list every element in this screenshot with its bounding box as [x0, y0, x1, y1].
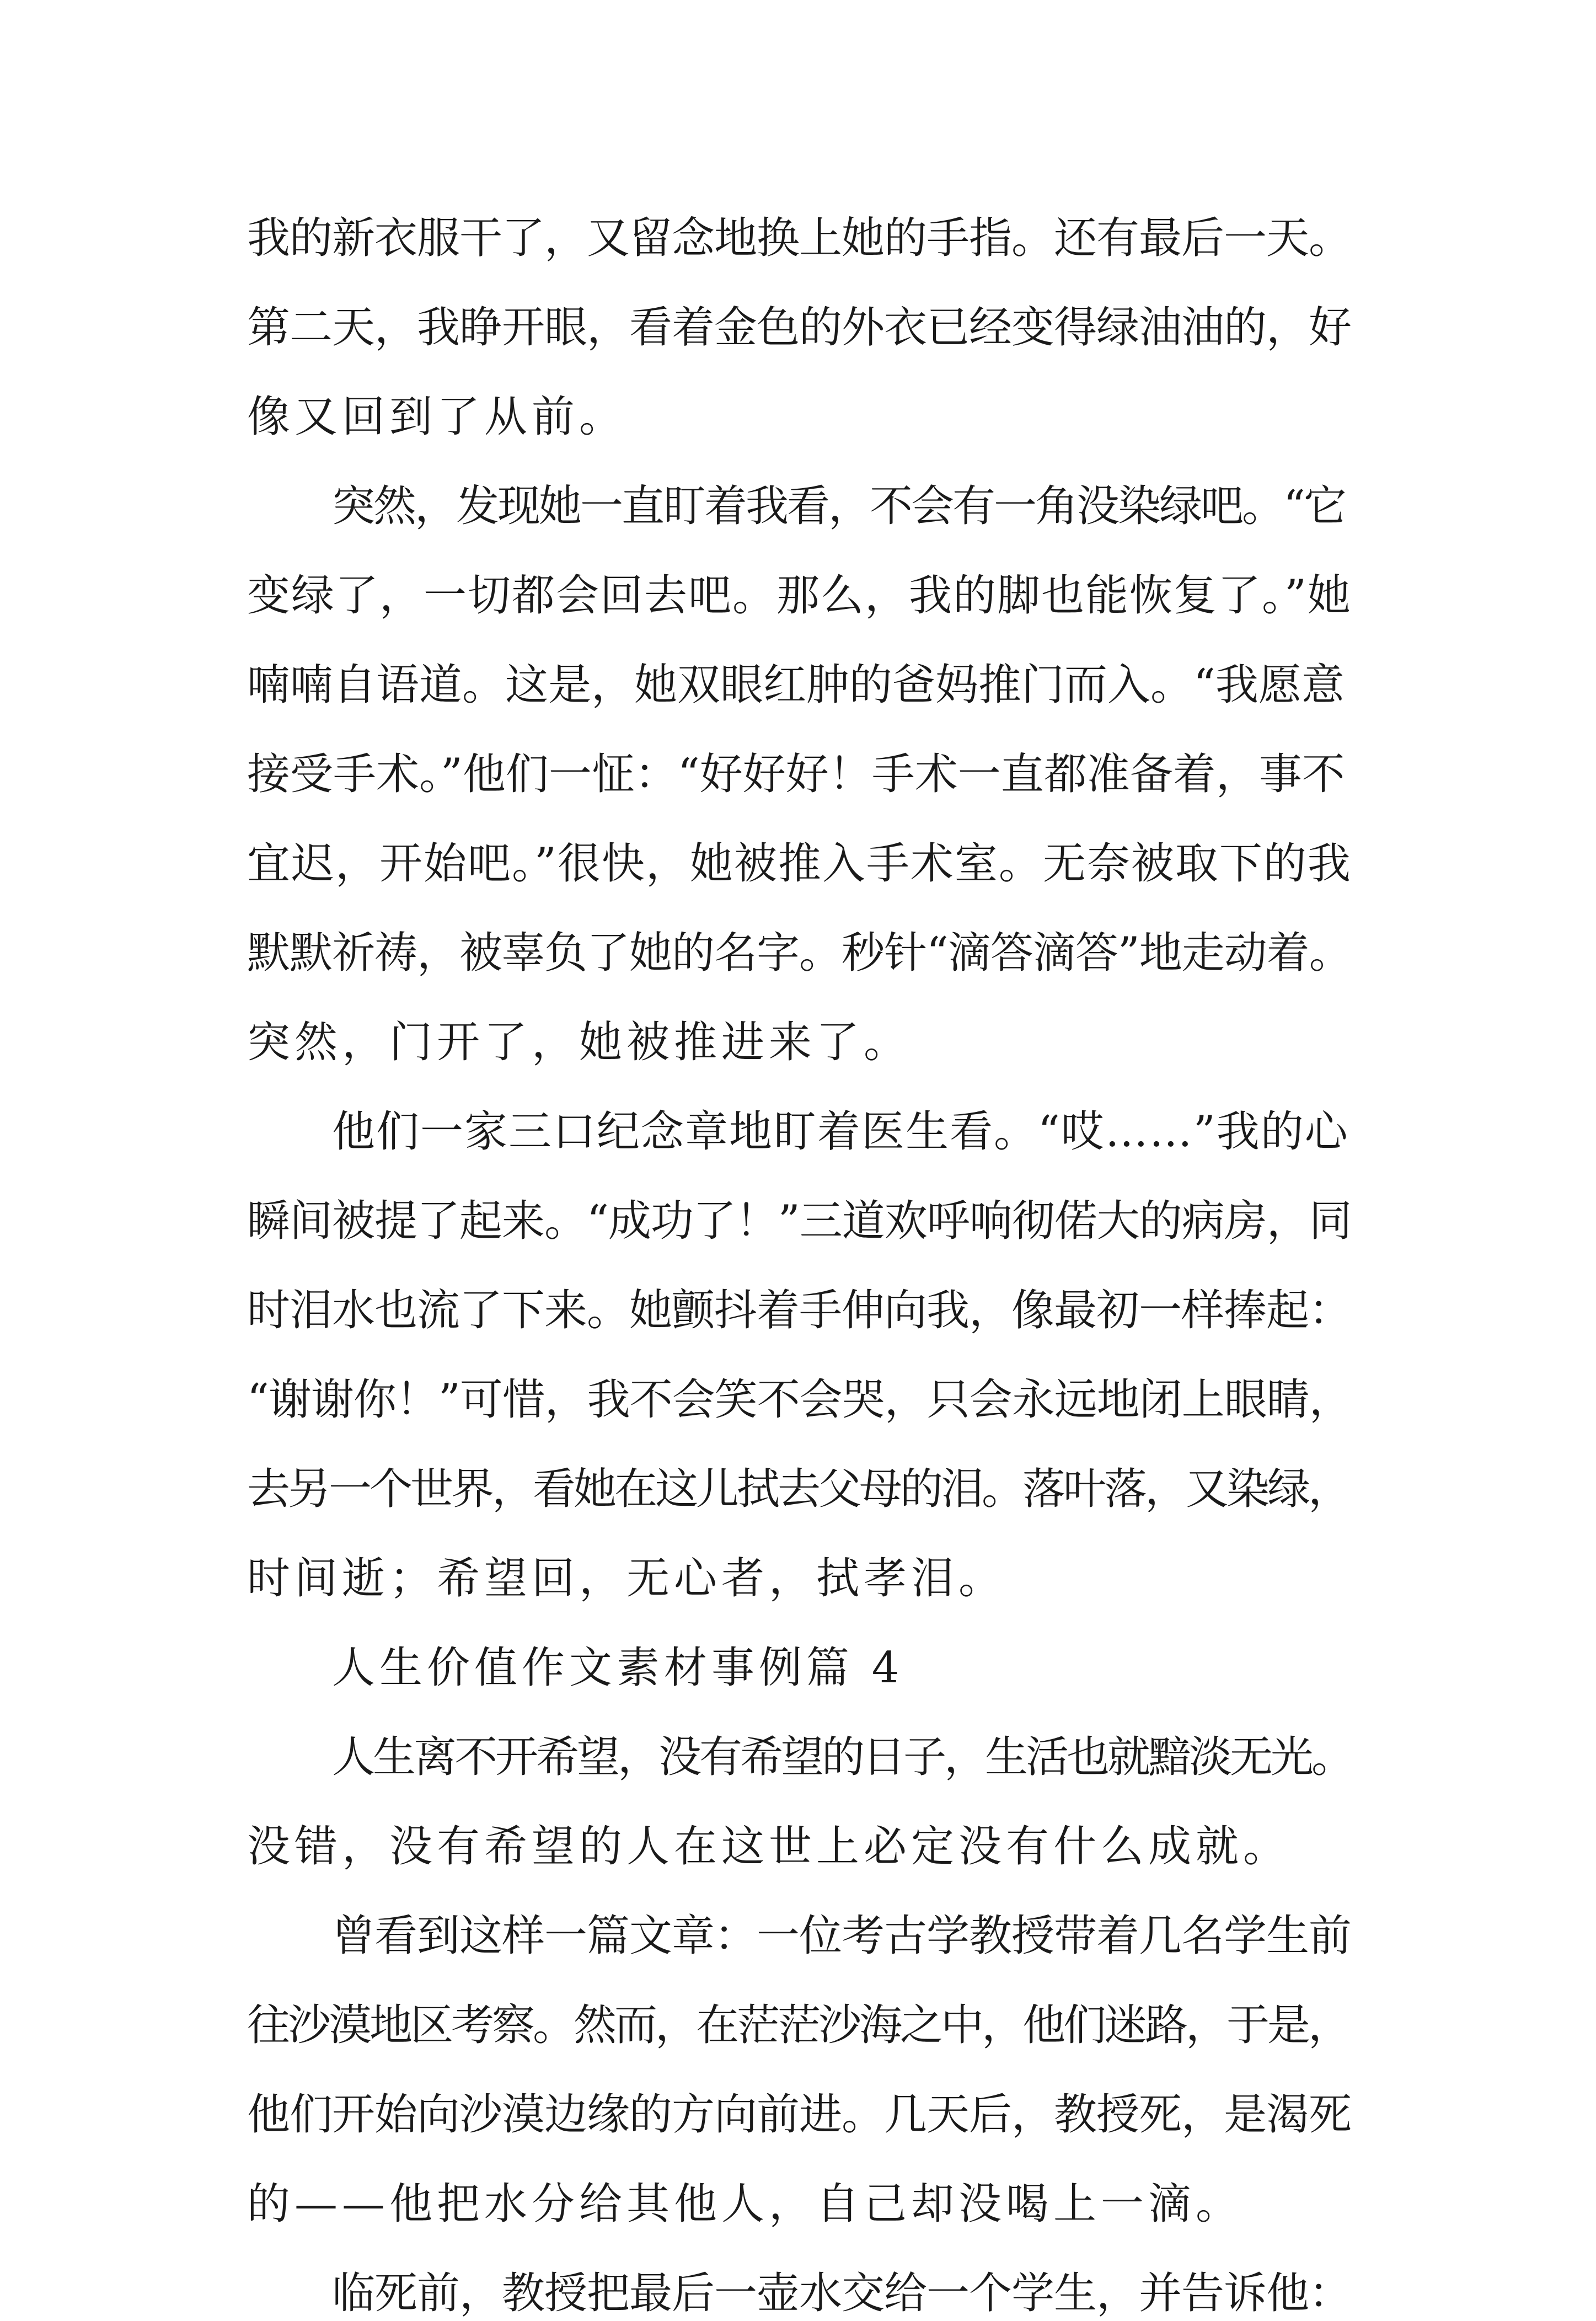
text-line: 默默祈祷，被辜负了她的名字。秒针“滴答滴答”地走动着。: [247, 928, 1352, 978]
text-line: 接受手术。”他们一怔：“好好好！手术一直都准备着，事不: [247, 750, 1345, 799]
text-line: 去另一个世界，看她在这儿拭去父母的泪。落叶落，又染绿，: [247, 1464, 1349, 1514]
text-line: 人生离不开希望，没有希望的日子，生活也就黯淡无光。: [332, 1732, 1353, 1782]
text-line: 喃喃自语道。这是，她双眼红肿的爸妈推门而入。“我愿意: [247, 660, 1345, 710]
text-line: 我的新衣服干了，又留念地换上她的手指。还有最后一天。: [247, 213, 1352, 263]
text-line: 突然，发现她一直盯着我看，不会有一角没染绿吧。“它: [332, 482, 1345, 531]
text-line: 瞬间被提了起来。“成功了！”三道欢呼响彻偌大的病房，同: [247, 1196, 1352, 1246]
text-line: 突然，门开了，她被推进来了。: [247, 1018, 912, 1067]
text-line: 曾看到这样一篇文章：一位考古学教授带着几名学生前: [332, 1911, 1352, 1961]
section-heading: 人生价值作文素材事例篇 4: [332, 1643, 904, 1693]
text-line: 时间逝；希望回，无心者，拭孝泪。: [247, 1554, 1006, 1603]
text-line: 变绿了，一切都会回去吧。那么，我的脚也能恢复了。”她: [247, 571, 1352, 621]
text-line: 他们开始向沙漠边缘的方向前进。几天后，教授死，是渴死: [247, 2090, 1352, 2140]
text-line: 像又回到了从前。: [247, 392, 627, 442]
text-line: 他们一家三口纪念章地盯着医生看。“哎……”我的心: [332, 1107, 1349, 1157]
text-line: 往沙漠地区考察。然而，在茫茫沙海之中，他们迷路，于是，: [247, 2001, 1349, 2050]
text-line: “谢谢你！”可惜，我不会笑不会哭，只会永远地闭上眼睛，: [247, 1375, 1352, 1425]
text-line: 宜迟，开始吧。”很快，她被推入手术室。无奈被取下的我: [247, 839, 1352, 889]
text-line: 第二天，我睁开眼，看着金色的外衣已经变得绿油油的，好: [247, 303, 1352, 352]
text-line: 临死前，教授把最后一壶水交给一个学生，并告诉他：: [332, 2269, 1352, 2318]
text-line: 的——他把水分给其他人，自己却没喝上一滴。: [247, 2179, 1244, 2229]
text-line: 时泪水也流了下来。她颤抖着手伸向我，像最初一样捧起：: [247, 1286, 1352, 1335]
text-line: 没错，没有希望的人在这世上必定没有什么成就。: [247, 1822, 1291, 1871]
